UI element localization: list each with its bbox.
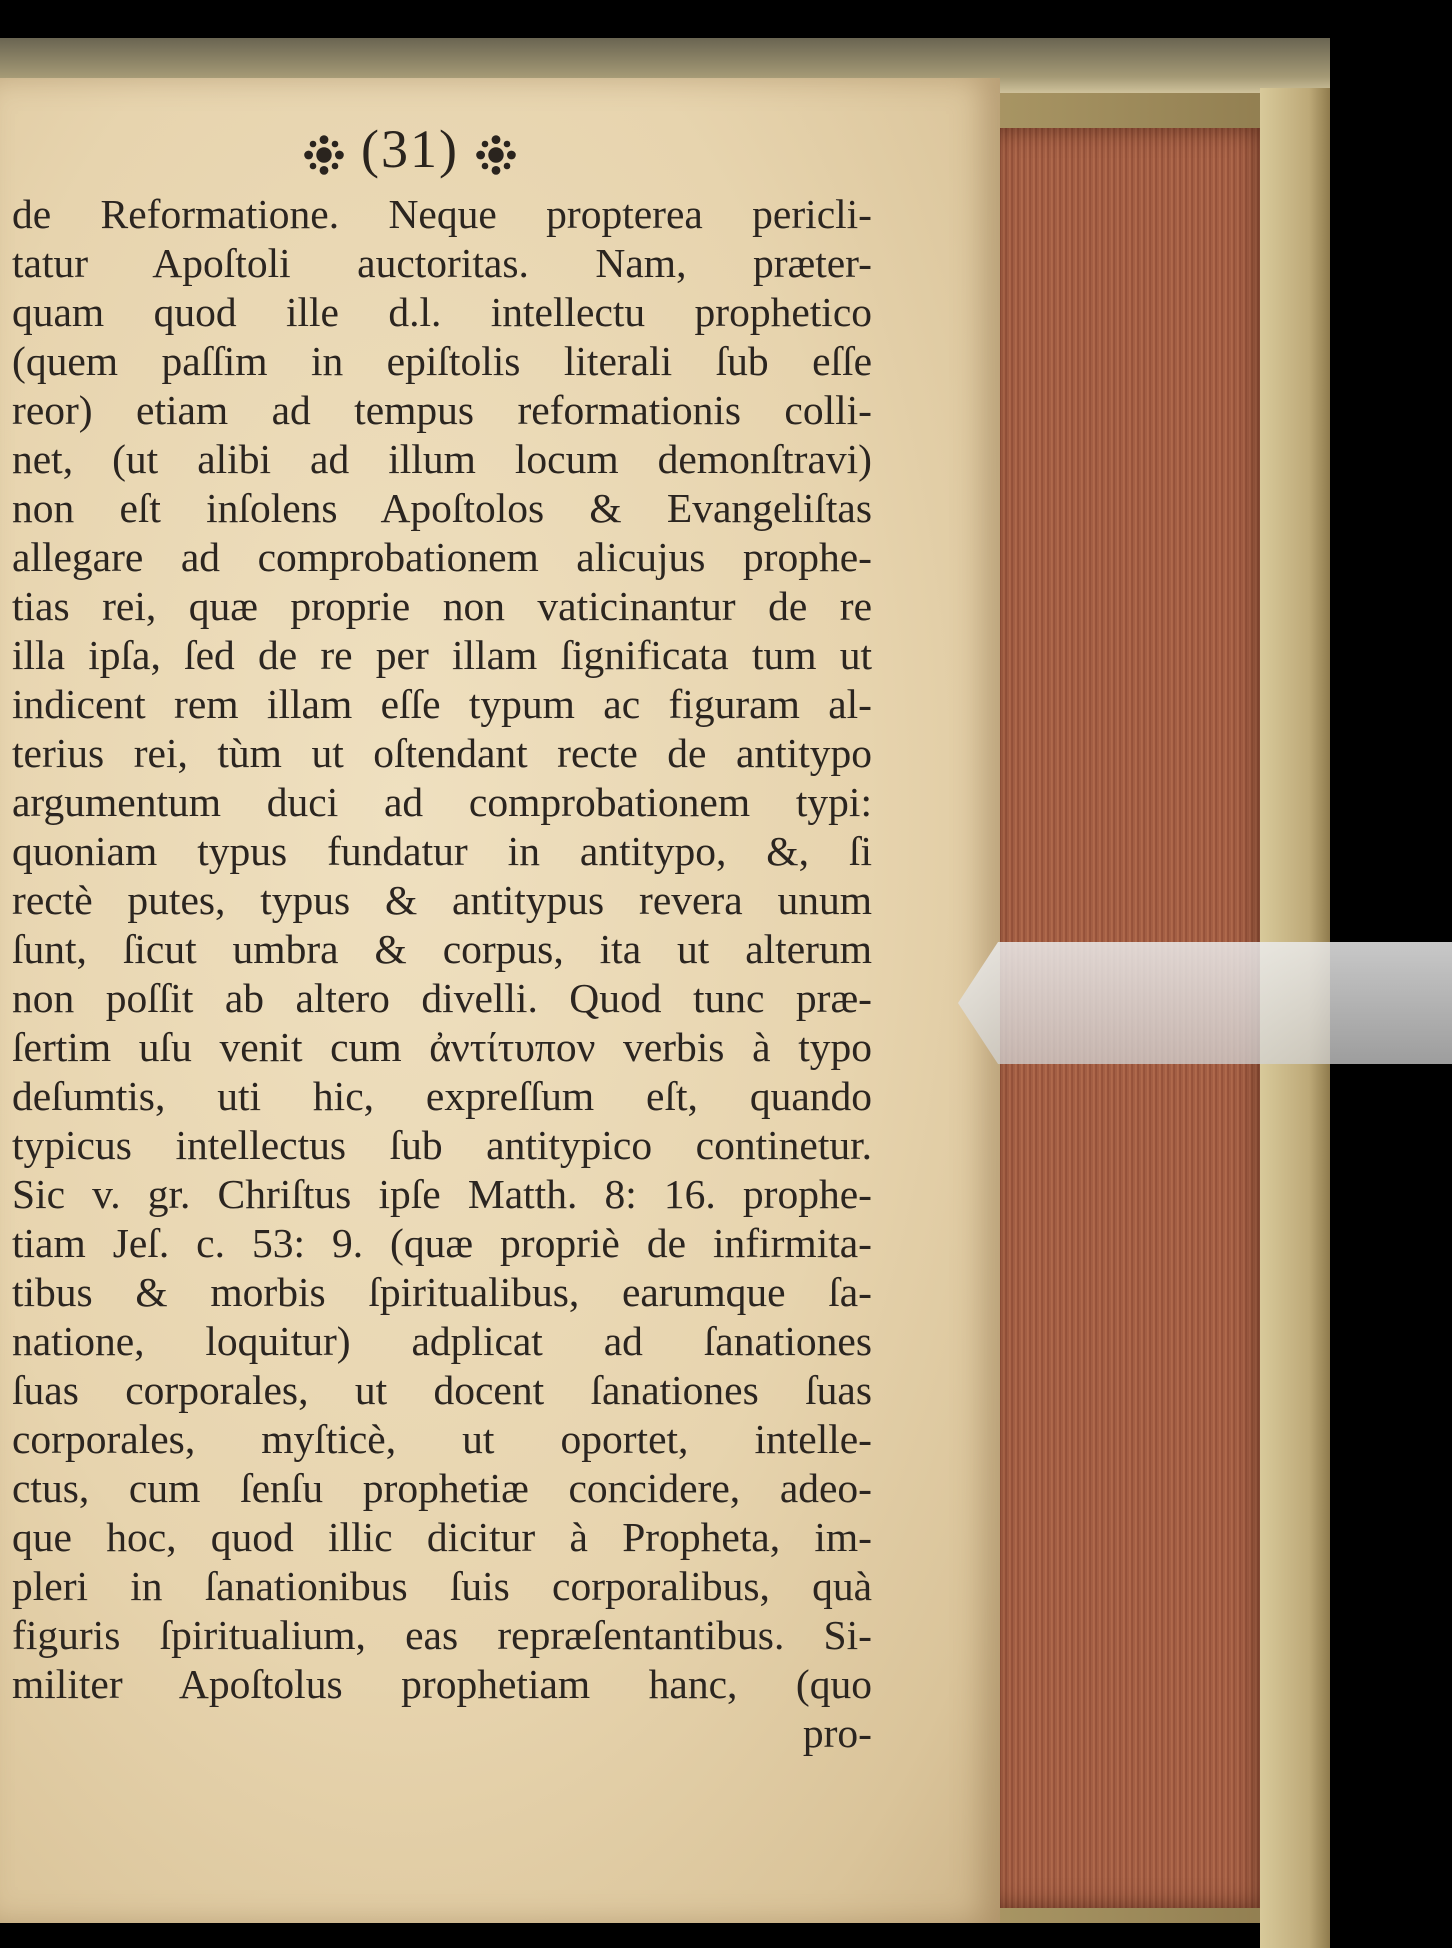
- text-line: rectè putes, typus & antitypus revera unum: [12, 877, 872, 923]
- bookmark-strip: [958, 942, 1452, 1064]
- text-line: argumentum duci ad comprobationem typi:: [12, 779, 872, 825]
- text-line: (quem paſſim in epiſtolis literali ſub eſſe: [12, 338, 872, 384]
- text-line: ſuas corporales, ut docent ſanationes ſuas: [12, 1367, 872, 1413]
- text-line: non poſſit ab altero divelli. Quod tunc præ-: [12, 975, 872, 1021]
- text-line: allegare ad comprobationem alicujus prophe-: [12, 534, 872, 580]
- text-line: corporales, myſticè, ut oportet, intelle-: [12, 1416, 872, 1462]
- text-line: ctus, cum ſenſu prophetiæ concidere, adeo-: [12, 1465, 872, 1511]
- text-line: tiam Jeſ. c. 53: 9. (quæ propriè de infirmita-: [12, 1220, 872, 1266]
- text-line: Sic v. gr. Chriſtus ipſe Matth. 8: 16. prophe-: [12, 1171, 872, 1217]
- catchword: pro-: [802, 1710, 872, 1756]
- text-line: tatur Apoſtoli auctoritas. Nam, præter-: [12, 240, 872, 286]
- text-line: quam quod ille d.l. intellectu prophetico: [12, 289, 872, 335]
- page-header: [0, 118, 820, 180]
- text-line: tibus & morbis ſpiritualibus, earumque ſa-: [12, 1269, 872, 1315]
- text-line: ſunt, ſicut umbra & corpus, ita ut alterum: [12, 926, 872, 972]
- text-line: ſertim uſu venit cum ἀντίτυπον verbis à typo: [12, 1024, 872, 1070]
- text-line: non eſt inſolens Apoſtolos & Evangeliſtas: [12, 485, 872, 531]
- text-line: indicent rem illam eſſe typum ac figuram al-: [12, 681, 872, 727]
- text-line: pleri in ſanationibus ſuis corporalibus, quà: [12, 1563, 872, 1609]
- text-line: deſumtis, uti hic, expreſſum eſt, quando: [12, 1073, 872, 1119]
- text-line: militer Apoſtolus prophetiam hanc, (quo: [12, 1661, 872, 1707]
- ornament-right-icon: [474, 133, 518, 177]
- text-line: reor) etiam ad tempus reformationis colli-: [12, 387, 872, 433]
- text-line: illa ipſa, ſed de re per illam ſignificata tum ut: [12, 632, 872, 678]
- text-line: net, (ut alibi ad illum locum demonſtravi): [12, 436, 872, 482]
- text-line: terius rei, tùm ut oſtendant recte de antitypo: [12, 730, 872, 776]
- text-line: natione, loquitur) adplicat ad ſanationes: [12, 1318, 872, 1364]
- body-text: [12, 190, 872, 1758]
- page-number: (31): [361, 119, 459, 179]
- text-line: que hoc, quod illic dicitur à Propheta, im-: [12, 1514, 872, 1560]
- text-line: tias rei, quæ proprie non vaticinantur de re: [12, 583, 872, 629]
- ornament-left-icon: [302, 133, 346, 177]
- text-line: quoniam typus fundatur in antitypo, &, ſi: [12, 828, 872, 874]
- text-line: de Reformatione. Neque propterea pericli-: [12, 191, 872, 237]
- text-line: figuris ſpiritualium, eas repræſentantibus. Si-: [12, 1612, 872, 1658]
- text-line: typicus intellectus ſub antitypico continetur.: [12, 1122, 872, 1168]
